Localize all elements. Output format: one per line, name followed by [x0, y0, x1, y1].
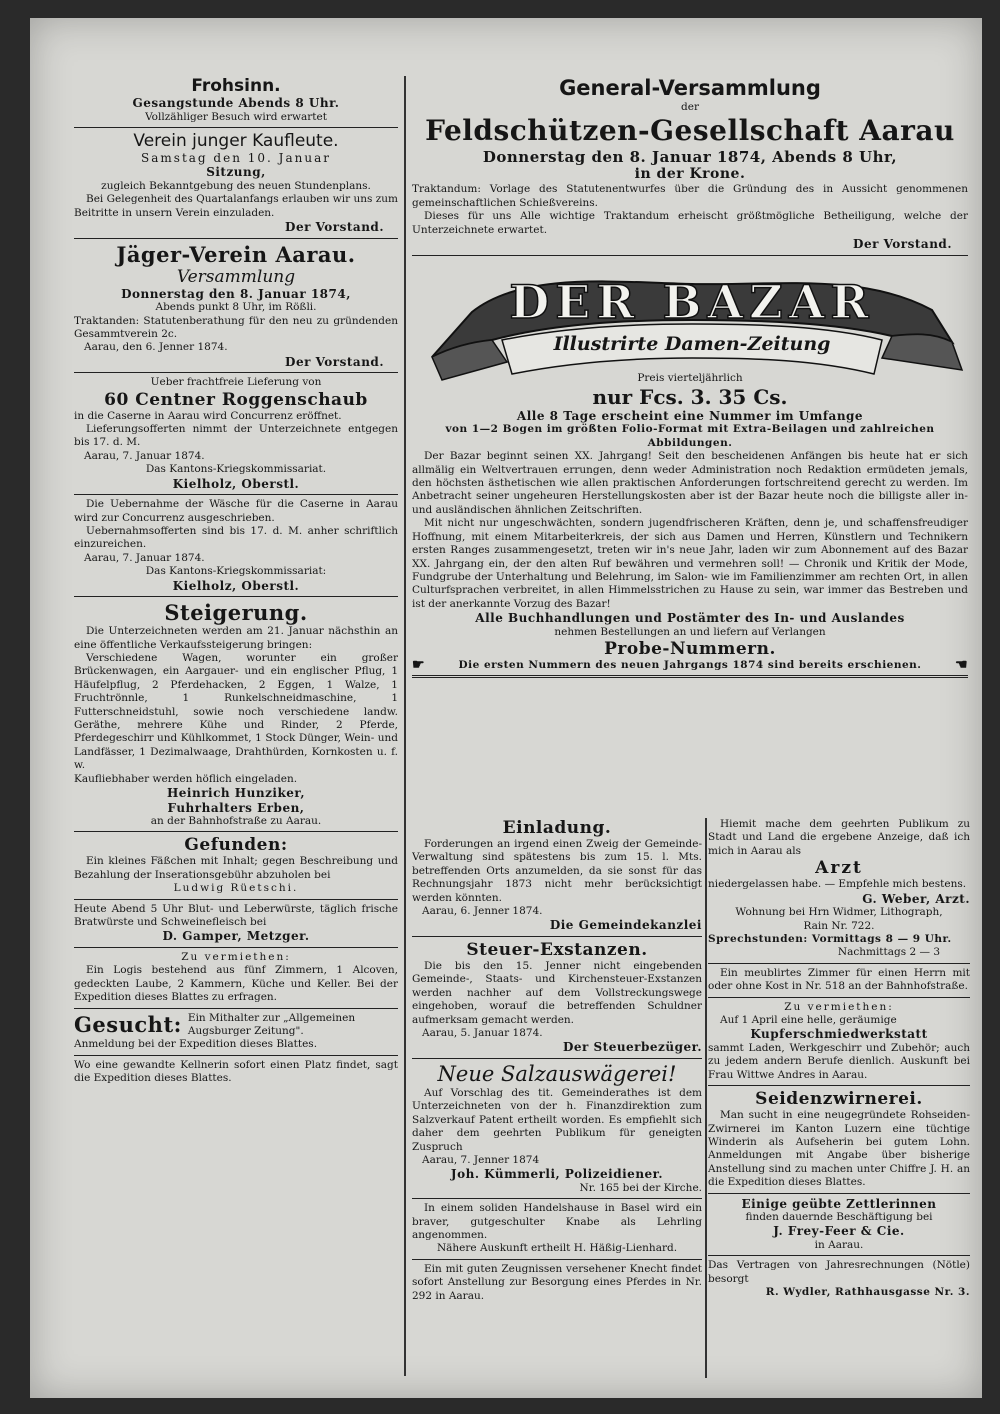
ad-vermiethen-left — [74, 951, 398, 1005]
right-lower-column-b — [708, 818, 970, 1300]
gesucht-text: Ein Mithalter zur „Allgemeinen Augsburger Zeitung". — [187, 1011, 356, 1037]
divider — [708, 1085, 970, 1086]
bazar-line4: nehmen Bestellungen an und liefern auf Verlangen — [554, 625, 826, 638]
kaufleute-text2: Bei Gelegenheit des Quartalanfangs erlauben wir uns zum Beitritte in unsern Verein einzuladen. — [74, 193, 398, 219]
column-rule — [404, 76, 406, 1376]
zettlerinnen-title: Einige geübte Zettlerinnen — [741, 1196, 937, 1211]
waesche-office: Das Kantons-Kriegskommissariat: — [145, 565, 327, 578]
pointing-hand-left-icon: ☚ — [954, 657, 968, 674]
bazar-para1: Der Bazar beginnt seinen XX. Jahrgang! Seit den bescheidenen Anfängen bis heute hat er sich allmälig ein Weltvertrauen errungen, denn weder Administration noch Redaktion ermüdeten jemals, den höchsten ästhetischen wie allen praktischen Anforderungen fortschreitend gerecht zu werden. Im Anbetracht seiner ungeheuren Herstellungskosten aber ist der Bazar heute noch die billigste aller in- und ausländischen ähnlichen Zeitschriften. — [412, 450, 968, 516]
steigerung-sig1: Heinrich Hunziker, — [166, 786, 306, 800]
salz-sig1: Joh. Kümmerli, Polizeidiener. — [450, 1167, 664, 1182]
left-column — [74, 76, 398, 1086]
divider — [74, 372, 398, 373]
waesche-signature: Kielholz, Oberstl. — [172, 578, 300, 593]
waesche-text1: Die Uebernahme der Wäsche für die Caserne in Aarau wird zur Concurrenz ausgeschrieben. — [74, 498, 398, 524]
bazar-price-label: Preis vierteljährlich — [637, 371, 743, 384]
bazar-banner — [412, 262, 968, 392]
arzt-addr1: Wohnung bei Hrn Widmer, Lithograph, — [735, 906, 943, 919]
bazar-ribbon-icon — [412, 262, 968, 392]
bazar-line1: Alle 8 Tage erscheint eine Nummer im Umfange — [516, 408, 864, 423]
roggen-office: Das Kantons-Kriegskommissariat. — [145, 463, 327, 476]
bazar-subtitle: Illustrirte Damen-Zeitung — [553, 332, 831, 355]
zimmer-text: Ein meublirtes Zimmer für einen Herrn mit oder ohne Kost in Nr. 518 an der Bahnhofstraße. — [708, 966, 970, 993]
steigerung-text3: Kaufliebhaber werden höflich eingeladen. — [74, 772, 298, 785]
ad-vertragen — [708, 1259, 970, 1299]
ad-salz — [412, 1062, 702, 1195]
divider — [74, 1008, 398, 1009]
bazar-line2: von 1—2 Bogen im größten Folio-Format mit Extra-Beilagen und zahlreichen Abbildungen. — [445, 423, 935, 449]
pointing-hand-icon: ☛ — [412, 657, 426, 674]
basel-text: In einem soliden Handelshause in Basel wird ein braver, gutgeschulter Knabe als Lehrling angenommen. — [412, 1202, 702, 1242]
zettlerinnen-text: finden dauernde Beschäftigung bei — [745, 1211, 933, 1224]
steuer-place: Aarau, 5. Januar 1874. — [422, 1026, 543, 1039]
einladung-text: Forderungen an irgend einen Zweig der Gemeinde-Verwaltung sind spätestens bis zum 15. l. Mts. betreffenden Orts anzumelden, da sie sonst für das Rechnungsjahr 1873 nicht mehr berücksichtigt werden könnten. — [412, 838, 702, 904]
jaeger-title: Jäger-Verein Aarau. — [116, 241, 356, 267]
bazar-probe: Probe-Nummern. — [604, 639, 776, 660]
divider — [412, 1259, 702, 1260]
steigerung-text1: Die Unterzeichneten werden am 21. Januar nächsthin an eine öffentliche Verkaufssteigerung bringen: — [74, 625, 398, 651]
basel-text2: Nähere Auskunft ertheilt H. Häßig-Lienhard. — [436, 1242, 678, 1255]
roggen-intro: Ueber frachtfreie Lieferung von — [150, 376, 322, 389]
werkstatt-text2: sammt Laden, Werkgeschirr und Zubehör; auch zu jedem andern Berufe dienlich. Auskunft bei Frau Wittwe Andres in Aarau. — [708, 1041, 970, 1081]
salz-place: Aarau, 7. Jenner 1874 — [422, 1153, 540, 1166]
ad-seide — [708, 1089, 970, 1189]
ad-frohsinn — [74, 76, 398, 124]
right-column — [412, 76, 968, 681]
roggen-text1: in die Caserne in Aarau wird Concurrenz eröffnet. — [74, 409, 342, 422]
arzt-hours1: Sprechstunden: Vormittags 8 — 9 Uhr. — [708, 932, 952, 945]
steigerung-sig2: Fuhrhalters Erben, — [167, 800, 305, 815]
newspaper-page — [30, 18, 982, 1398]
ad-roggen — [74, 376, 398, 491]
roggen-signature: Kielholz, Oberstl. — [172, 476, 300, 491]
einladung-title: Einladung. — [502, 818, 612, 838]
werkstatt-title: Zu vermiethen: — [784, 1000, 894, 1013]
divider — [412, 936, 702, 937]
bazar-footer: Die ersten Nummern des neuen Jahrgangs 1874 sind bereits erschienen. — [458, 659, 922, 672]
bazar-banner-text: DER BAZAR — [509, 274, 875, 329]
divider — [412, 255, 968, 256]
seide-title: Seidenzwirnerei. — [755, 1089, 923, 1110]
frohsinn-title: Frohsinn. — [191, 76, 281, 96]
arzt-signature: G. Weber, Arzt. — [862, 891, 970, 906]
zettlerinnen-place: in Aarau. — [814, 1238, 864, 1251]
vermiethen-text: Ein Logis bestehend aus fünf Zimmern, 1 Alcoven, gedeckten Laube, 2 Kammern, Küche und Keller. Bei der Expedition dieses Blattes zu erfragen. — [74, 964, 398, 1004]
arzt-addr2: Rain Nr. 722. — [803, 919, 875, 932]
gamper-text: Heute Abend 5 Uhr Blut- und Leberwürste, täglich frische Bratwürste und Schweinefleisch bei — [74, 902, 398, 929]
divider — [74, 1055, 398, 1056]
vermiethen-title: Zu vermiethen: — [181, 950, 291, 963]
vertragen-signature: R. Wydler, Rathhausgasse Nr. 3. — [765, 1286, 970, 1299]
divider — [74, 238, 398, 239]
bazar-footer-row — [412, 659, 968, 672]
divider — [74, 947, 398, 948]
kaufleute-date: Samstag den 10. Januar — [141, 150, 331, 165]
arzt-text: Hiemit mache dem geehrten Publikum zu Stadt und Land die ergebene Anzeige, daß ich mich in Aarau als — [708, 818, 970, 857]
ad-steuer — [412, 940, 702, 1055]
divider — [412, 1198, 702, 1199]
general-date: Donnerstag den 8. Januar 1874, Abends 8 Uhr, — [482, 148, 898, 167]
general-place: in der Krone. — [634, 166, 746, 183]
roggen-place: Aarau, 7. Januar 1874. — [84, 449, 205, 462]
roggen-text2: Lieferungsofferten nimmt der Unterzeichnete entgegen bis 17. d. M. — [74, 423, 398, 449]
steigerung-text2: Verschiedene Wagen, worunter ein großer Brückenwagen, ein Aargauer- und ein englischer Pflug, 1 Häufelpflug, 2 Pferdehacken, 2 Eggen, 1 Walze, 1 Fruchtrönnle, 1 Runkelschneidmaschine, 1 Futterschneidstuhl, sowie noch verschiedene landw. Geräthe, mehrere Kühe und Rinder, 2 Pferde, Pferdegeschirr und Kühlkommet, 1 Stock Dünger, Wein- und Landfässer, 1 Dezimalwaage, Drahthürden, Kornkosten u. f. w. — [74, 651, 398, 772]
gefunden-signature: Ludwig Rüetschi. — [173, 882, 299, 895]
divider — [74, 831, 398, 832]
general-title: General-Versammlung — [559, 76, 821, 100]
steigerung-sig3: an der Bahnhofstraße zu Aarau. — [150, 815, 322, 827]
vertragen-text: Das Vertragen von Jahresrechnungen (Nötle) besorgt — [708, 1259, 970, 1285]
kaufleute-text1: zugleich Bekanntgebung des neuen Stundenplans. — [101, 179, 371, 192]
roggen-title: 60 Centner Roggenschaub — [104, 389, 368, 410]
ad-arzt — [708, 818, 970, 960]
ad-werkstatt — [708, 1001, 970, 1083]
general-text: Dieses für uns Alle wichtige Traktandum erheischt größtmögliche Betheiligung, welche der Unterzeichnete erwartet. — [412, 210, 968, 236]
gesucht-text2: Anmeldung bei der Expedition dieses Blattes. — [74, 1038, 318, 1051]
divider — [708, 997, 970, 998]
bazar-price: nur Fcs. 3. 35 Cs. — [592, 384, 788, 409]
general-signature: Der Vorstand. — [853, 237, 952, 252]
werkstatt-heading: Kupferschmiedwerkstatt — [750, 1027, 928, 1042]
ad-kaufleute — [74, 131, 398, 235]
ad-waesche — [74, 498, 398, 593]
steigerung-title: Steigerung. — [164, 600, 308, 626]
ad-einladung — [412, 818, 702, 933]
salz-sig2: Nr. 165 bei der Kirche. — [579, 1181, 702, 1194]
ad-general-versammlung — [412, 76, 968, 252]
werkstatt-text: Auf 1 April eine helle, geräumige — [720, 1013, 897, 1026]
arzt-hours2: Nachmittags 2 — 3 — [837, 946, 940, 959]
general-trakt: Traktandum: Vorlage des Statutenentwurfes über die Gründung des in Aussicht genommenen gemeinschaftlichen Schießvereins. — [412, 183, 968, 209]
divider — [74, 596, 398, 597]
seide-text: Man sucht in eine neugegründete Rohseiden-Zwirnerei im Kanton Luzern eine tüchtige Winderin als Aufseherin bei gutem Lohn. Anmeldungen mit Angabe über bisherige Anstellung sind zu machen unter Chiffre J. H. an die Expedition dieses Blattes. — [708, 1109, 970, 1189]
einladung-place: Aarau, 6. Jenner 1874. — [422, 905, 543, 918]
kaufleute-signature: Der Vorstand. — [285, 220, 384, 235]
arzt-title: Arzt — [815, 858, 863, 879]
divider — [412, 675, 968, 678]
divider — [74, 494, 398, 495]
ad-gesucht — [74, 1012, 398, 1039]
divider — [708, 1255, 970, 1256]
divider — [412, 1058, 702, 1059]
arzt-text2: niedergelassen habe. — Empfehle mich bestens. — [708, 878, 967, 891]
steuer-text: Die bis den 15. Jenner nicht eingebenden Gemeinde-, Staats- und Kirchensteuer-Exstanzen werden nachher auf dem Vollstreckungswege eingehoben, worauf die betreffenden Schuldner aufmerksam gemacht werden. — [412, 959, 702, 1026]
salz-title: Neue Salzauswägerei! — [437, 1061, 677, 1086]
bazar-para2: Mit nicht nur ungeschwächten, sondern jugendfrischeren Kräften, denn je, und schaffensfreudiger Hoffnung, mit einem Mitarbeiterkreis, der sich aus Damen und Herren, Künstlern und Technikern ersten Ranges zusammengesetzt, treten wir in's neue Jahr, laden wir zum Abonnement auf des Bazar XX. Jahrgang ein, der den alten Ruf bewähren und vermehren soll! — Chronik und Kritik der Mode, Fundgrube der Unterhaltung und Belehrung, im Salon- wie im Familienzimmer am rechten Ort, in allen Culturfsprachen verbreitet, in allen Himmelsstrichen zu Hause zu sein, war immer das Bestreben und ist der anerkannte Vorzug des Bazar! — [412, 517, 968, 610]
ad-jaeger — [74, 242, 398, 370]
jaeger-time: Abends punkt 8 Uhr, im Rößli. — [155, 301, 317, 314]
ad-basel — [412, 1202, 702, 1256]
divider — [708, 1193, 970, 1194]
kaufleute-title: Verein junger Kaufleute. — [133, 130, 339, 151]
waesche-text2: Uebernahmsofferten sind bis 17. d. M. anher schriftlich einzureichen. — [74, 525, 398, 551]
gesucht-title: Gesucht: — [74, 1011, 182, 1037]
general-der: der — [681, 101, 699, 113]
jaeger-trakt: Traktanden: Statutenberathung für den neu zu gründenden Gesammtverein 2c. — [74, 314, 398, 340]
jaeger-sub: Versammlung — [176, 266, 296, 287]
general-society: Feldschützen-Gesellschaft Aarau — [425, 114, 955, 148]
steuer-signature: Der Steuerbezüger. — [562, 1040, 702, 1055]
bazar-line3: Alle Buchhandlungen und Postämter des In- und Auslandes — [475, 611, 905, 626]
ad-steigerung — [74, 600, 398, 828]
steuer-title: Steuer-Exstanzen. — [466, 939, 648, 960]
jaeger-date: Donnerstag den 8. Januar 1874, — [121, 286, 351, 301]
divider — [74, 899, 398, 900]
kellnerin-text: Wo eine gewandte Kellnerin sofort einen Platz findet, sagt die Expedition dieses Blattes. — [74, 1058, 398, 1085]
jaeger-signature: Der Vorstand. — [285, 354, 384, 369]
divider — [708, 963, 970, 964]
kaufleute-heading: Sitzung, — [206, 165, 266, 180]
einladung-signature: Die Gemeindekanzlei — [549, 918, 702, 933]
ad-gamper — [74, 903, 398, 944]
gamper-signature: D. Gamper, Metzger. — [162, 929, 310, 944]
jaeger-place: Aarau, den 6. Jenner 1874. — [84, 341, 228, 354]
ad-gefunden — [74, 835, 398, 895]
divider — [74, 127, 398, 128]
right-lower-column-a — [412, 818, 702, 1303]
zettlerinnen-signature: J. Frey-Feer & Cie. — [773, 1224, 905, 1239]
knecht-text: Ein mit guten Zeugnissen versehener Knecht findet sofort Anstellung zur Besorgung eines Pferdes in Nr. 292 in Aarau. — [412, 1262, 702, 1302]
frohsinn-line1: Gesangstunde Abends 8 Uhr. — [132, 96, 340, 110]
waesche-place: Aarau, 7. Januar 1874. — [84, 551, 205, 564]
ad-zettlerinnen — [708, 1197, 970, 1253]
salz-text: Auf Vorschlag des tit. Gemeinderathes ist dem Unterzeichneten von der h. Finanzdirektion zum Salzverkauf Patent ertheilt worden. Es empfiehlt sich daher dem geehrten Publikum für geneigten Zuspruch — [412, 1086, 702, 1153]
subcolumn-rule — [705, 818, 707, 1378]
gefunden-title: Gefunden: — [184, 835, 288, 856]
frohsinn-line2: Vollzähliger Besuch wird erwartet — [145, 110, 327, 123]
ad-bazar — [412, 262, 968, 673]
gefunden-text: Ein kleines Fäßchen mit Inhalt; gegen Beschreibung und Bezahlung der Inserationsgebühr abzuholen bei — [74, 855, 398, 881]
